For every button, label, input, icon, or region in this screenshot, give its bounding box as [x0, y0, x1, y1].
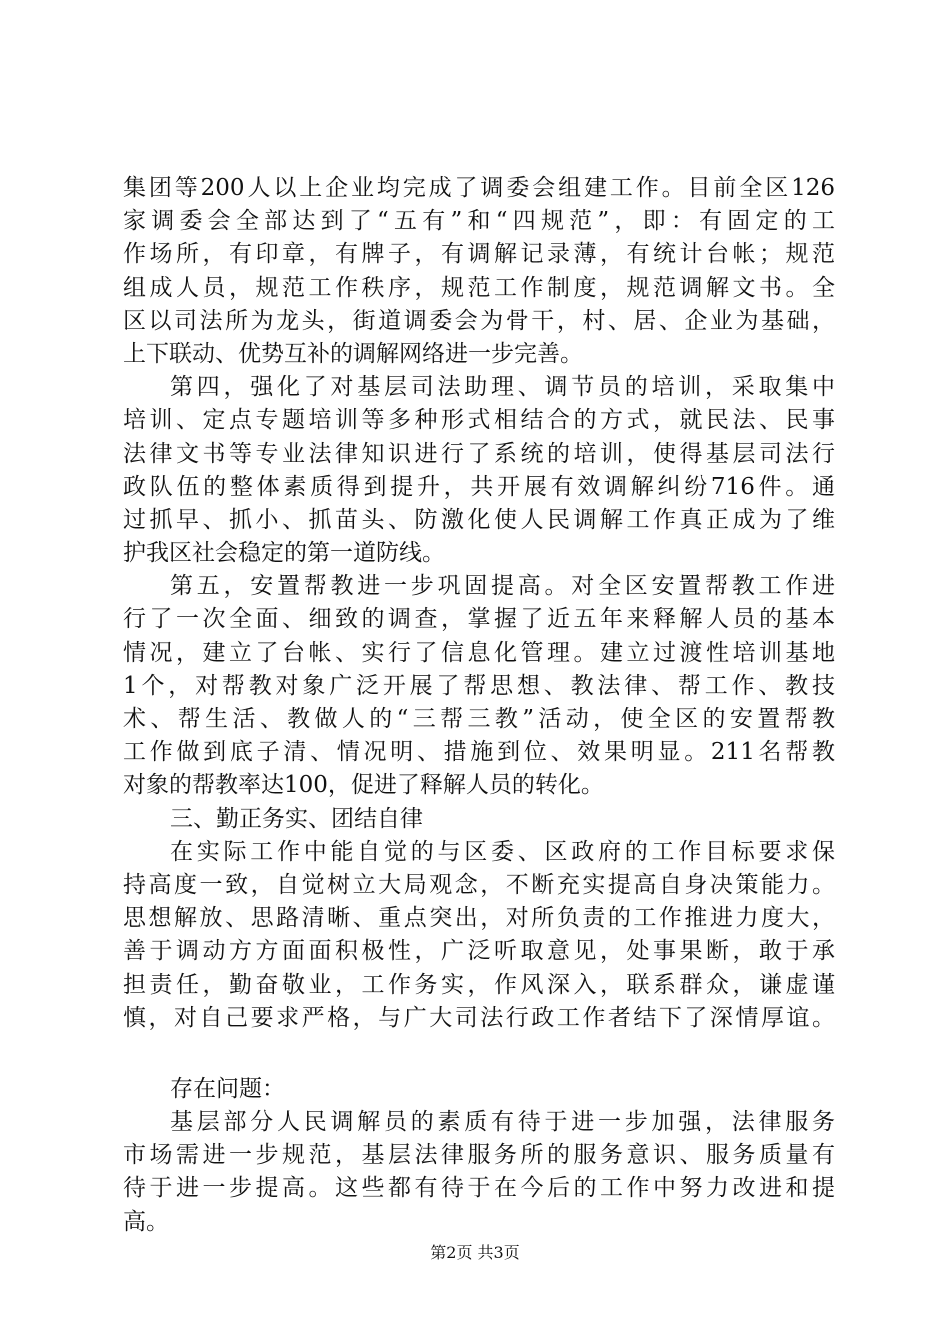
- paragraph-start-line: 第五，安置帮教进一步巩固提高。对全区安置帮教工作进: [170, 573, 835, 600]
- text-line: 护我区社会稳定的第一道防线。: [123, 540, 445, 567]
- text-line: 过抓早、抓小、抓苗头、防激化使人民调解工作真正成为了维: [123, 506, 835, 533]
- text-line: 作场所，有印章，有牌子，有调解记录薄，有统计台帐；规范: [123, 241, 835, 268]
- text-line: 法律文书等专业法律知识进行了系统的培训，使得基层司法行: [123, 440, 835, 467]
- paragraph-start-line: 第四，强化了对基层司法助理、调节员的培训，采取集中: [170, 374, 835, 401]
- text-line: 担责任，勤奋敬业，工作务实，作风深入，联系群众，谦虚谨: [123, 971, 835, 998]
- text-line: 善于调动方方面面积极性，广泛听取意见，处事果断，敢于承: [123, 938, 835, 965]
- text-line: 情况，建立了台帐、实行了信息化管理。建立过渡性培训基地: [123, 639, 835, 666]
- text-line: 组成人员，规范工作秩序，规范工作制度，规范调解文书。全: [123, 274, 835, 301]
- section-heading: 存在问题：: [170, 1075, 285, 1102]
- paragraph-gap: [123, 1035, 835, 1073]
- text-line: 高。: [123, 1208, 169, 1235]
- paragraph-start-line: 在实际工作中能自觉的与区委、区政府的工作目标要求保: [170, 838, 835, 865]
- text-line: 政队伍的整体素质得到提升，共开展有效调解纠纷716件。通: [123, 473, 835, 500]
- text-line: 培训、定点专题培训等多种形式相结合的方式，就民法、民事: [123, 407, 835, 434]
- text-line: 思想解放、思路清晰、重点突出，对所负责的工作推进力度大，: [123, 905, 835, 932]
- text-line: 慎，对自己要求严格，与广大司法行政工作者结下了深情厚谊。: [123, 1004, 835, 1031]
- section-heading: 三、勤正务实、团结自律: [170, 805, 423, 832]
- text-line: 术、帮生活、教做人的“三帮三教”活动，使全区的安置帮教: [123, 706, 835, 732]
- text-line: 持高度一致，自觉树立大局观念，不断充实提高自身决策能力。: [123, 871, 835, 898]
- document-body: [123, 172, 835, 1239]
- text-line: 家调委会全部达到了“五有”和“四规范”，即：有固定的工: [123, 208, 835, 235]
- text-line: 工作做到底子清、情况明、措施到位、效果明显。211名帮教: [123, 739, 835, 766]
- text-line: 市场需进一步规范，基层法律服务所的服务意识、服务质量有: [123, 1142, 835, 1169]
- text-line: 行了一次全面、细致的调查，掌握了近五年来释解人员的基本: [123, 606, 835, 633]
- text-line: 1个，对帮教对象广泛开展了帮思想、教法律、帮工作、教技: [123, 672, 835, 699]
- text-line: 对象的帮教率达100，促进了释解人员的转化。: [123, 772, 604, 799]
- text-line: 上下联动、优势互补的调解网络进一步完善。: [123, 340, 583, 367]
- text-line: 区以司法所为龙头，街道调委会为骨干，村、居、企业为基础，: [123, 307, 835, 334]
- text-line: 集团等200人以上企业均完成了调委会组建工作。目前全区126: [123, 175, 835, 201]
- page-number-footer: 第2页 共3页: [430, 1243, 520, 1262]
- paragraph-start-line: 基层部分人民调解员的素质有待于进一步加强，法律服务: [170, 1109, 835, 1136]
- text-line: 待于进一步提高。这些都有待于在今后的工作中努力改进和提: [123, 1175, 835, 1202]
